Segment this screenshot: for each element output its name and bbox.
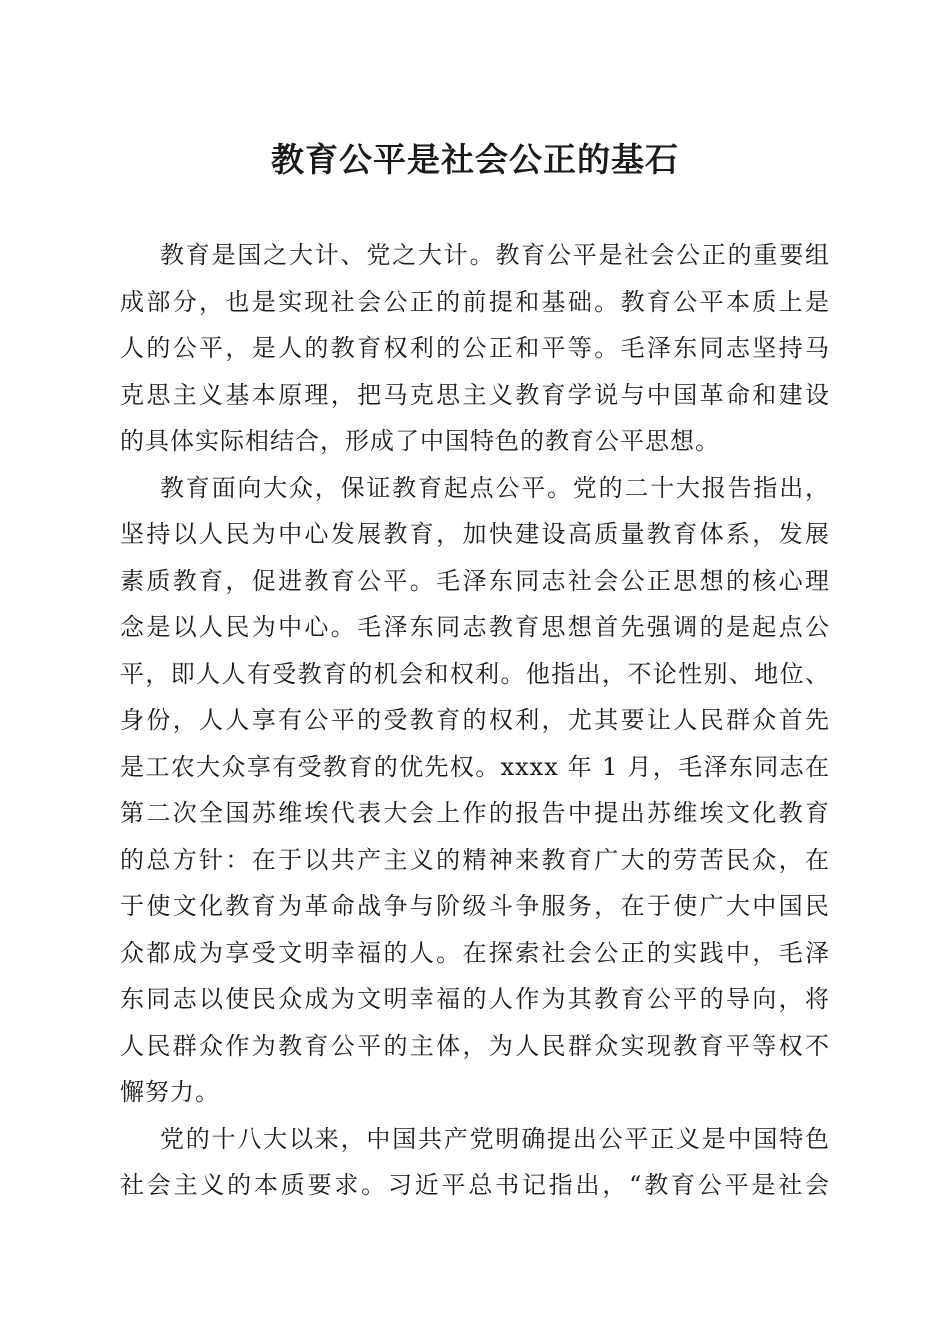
text-line: 众都成为享受文明幸福的人。在探索社会公正的实践中，毛泽 xyxy=(120,938,830,967)
text-line: 身份，人人享有公平的受教育的权利，尤其要让人民群众首先 xyxy=(120,706,830,734)
text-line: 于使文化教育为革命战争与阶级斗争服务，在于使广大中国民 xyxy=(120,892,830,920)
text-line: 素质教育，促进教育公平。毛泽东同志社会公正思想的核心理 xyxy=(120,566,830,595)
text-line: 人的公平，是人的教育权利的公正和平等。毛泽东同志坚持马 xyxy=(120,334,830,362)
text-line: 懈努力。 xyxy=(120,1078,220,1106)
text-line: 是工农大众享有受教育的优先权。xxxx 年 1 月，毛泽东同志在 xyxy=(120,752,830,781)
paragraph-1 xyxy=(120,232,830,465)
text-line: 克思主义基本原理，把马克思主义教育学说与中国革命和建设 xyxy=(120,380,830,409)
text-line: 平，即人人有受教育的机会和权利。他指出，不论性别、地位、 xyxy=(120,659,830,688)
document-title: 教育公平是社会公正的基石 xyxy=(271,140,679,179)
paragraph-3 xyxy=(120,1116,830,1209)
paragraph-2 xyxy=(120,465,830,1116)
text-line: 的具体实际相结合，形成了中国特色的教育公平思想。 xyxy=(120,427,720,455)
text-line: 社会主义的本质要求。习近平总书记指出，“教育公平是社会 xyxy=(120,1171,830,1199)
text-line: 教育是国之大计、党之大计。教育公平是社会公正的重要组 xyxy=(160,241,830,269)
text-line: 教育面向大众，保证教育起点公平。党的二十大报告指出， xyxy=(160,473,830,502)
text-line: 东同志以使民众成为文明幸福的人作为其教育公平的导向，将 xyxy=(120,985,830,1013)
text-line: 成部分，也是实现社会公正的前提和基础。教育公平本质上是 xyxy=(120,287,830,316)
text-line: 坚持以人民为中心发展教育，加快建设高质量教育体系，发展 xyxy=(120,520,830,548)
document-body xyxy=(120,232,830,1209)
text-line: 党的十八大以来，中国共产党明确提出公平正义是中国特色 xyxy=(160,1124,830,1153)
text-line: 人民群众作为教育公平的主体，为人民群众实现教育平等权不 xyxy=(120,1031,830,1060)
text-line: 第二次全国苏维埃代表大会上作的报告中提出苏维埃文化教育 xyxy=(120,799,830,827)
text-line: 念是以人民为中心。毛泽东同志教育思想首先强调的是起点公 xyxy=(120,613,830,641)
text-line: 的总方针：在于以共产主义的精神来教育广大的劳苦民众，在 xyxy=(120,845,830,874)
